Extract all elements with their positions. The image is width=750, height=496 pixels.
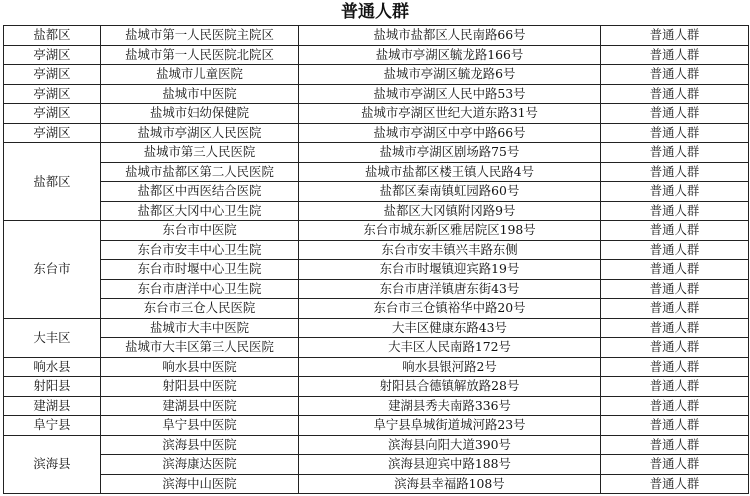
address-cell: 东台市安丰镇兴丰路东侧: [299, 240, 601, 260]
table-row: [4, 240, 749, 260]
address-cell: 建湖县秀夫南路336号: [299, 396, 601, 416]
group-cell: 普通人群: [601, 182, 749, 202]
group-cell: 普通人群: [601, 162, 749, 182]
hospital-cell: 盐城市盐都区第二人民医院: [101, 162, 299, 182]
district-cell: 响水县: [4, 357, 101, 377]
address-cell: 东台市三仓镇裕华中路20号: [299, 299, 601, 319]
hospital-cell: 滨海县中医院: [101, 435, 299, 455]
address-cell: 盐都区秦南镇虹园路60号: [299, 182, 601, 202]
address-cell: 滨海县幸福路108号: [299, 474, 601, 494]
page-title: 普通人群: [341, 2, 409, 22]
table-row: [4, 260, 749, 280]
group-cell: 普通人群: [601, 377, 749, 397]
table-row: [4, 65, 749, 85]
district-cell: 射阳县: [4, 377, 101, 397]
table-row: [4, 396, 749, 416]
group-cell: 普通人群: [601, 65, 749, 85]
address-cell: 盐都区大冈镇附冈路9号: [299, 201, 601, 221]
group-cell: 普通人群: [601, 416, 749, 436]
district-cell: 亭湖区: [4, 84, 101, 104]
table-body: [4, 26, 749, 494]
district-cell: 盐都区: [4, 143, 101, 221]
group-cell: 普通人群: [601, 45, 749, 65]
address-cell: 盐城市亭湖区世纪大道东路31号: [299, 104, 601, 124]
group-cell: 普通人群: [601, 26, 749, 46]
address-cell: 射阳县合德镇解放路28号: [299, 377, 601, 397]
hospital-cell: 盐城市中医院: [101, 84, 299, 104]
group-cell: 普通人群: [601, 396, 749, 416]
district-cell: 大丰区: [4, 318, 101, 357]
hospital-cell: 东台市三仓人民医院: [101, 299, 299, 319]
district-cell: 亭湖区: [4, 123, 101, 143]
hospital-cell: 盐城市第三人民医院: [101, 143, 299, 163]
table-row: [4, 357, 749, 377]
district-cell: 滨海县: [4, 435, 101, 494]
hospital-cell: 东台市唐洋中心卫生院: [101, 279, 299, 299]
group-cell: 普通人群: [601, 474, 749, 494]
hospital-table: [3, 25, 749, 494]
group-cell: 普通人群: [601, 279, 749, 299]
group-cell: 普通人群: [601, 104, 749, 124]
table-row: [4, 104, 749, 124]
hospital-cell: 盐都区中西医结合医院: [101, 182, 299, 202]
address-cell: 响水县银河路2号: [299, 357, 601, 377]
table-row: [4, 201, 749, 221]
address-cell: 滨海县向阳大道390号: [299, 435, 601, 455]
group-cell: 普通人群: [601, 299, 749, 319]
group-cell: 普通人群: [601, 240, 749, 260]
group-cell: 普通人群: [601, 123, 749, 143]
table-row: [4, 162, 749, 182]
table-row: [4, 26, 749, 46]
table-row: [4, 84, 749, 104]
table-row: [4, 45, 749, 65]
group-cell: 普通人群: [601, 260, 749, 280]
table-row: [4, 143, 749, 163]
table-row: [4, 338, 749, 358]
hospital-cell: 盐城市第一人民医院北院区: [101, 45, 299, 65]
district-cell: 亭湖区: [4, 104, 101, 124]
hospital-cell: 滨海中山医院: [101, 474, 299, 494]
district-cell: 建湖县: [4, 396, 101, 416]
hospital-cell: 东台市安丰中心卫生院: [101, 240, 299, 260]
hospital-cell: 盐城市妇幼保健院: [101, 104, 299, 124]
hospital-cell: 响水县中医院: [101, 357, 299, 377]
address-cell: 东台市唐洋镇唐东街43号: [299, 279, 601, 299]
address-cell: 阜宁县阜城街道城河路23号: [299, 416, 601, 436]
table-row: [4, 221, 749, 241]
table-row: [4, 318, 749, 338]
table-row: [4, 455, 749, 475]
table-row: [4, 299, 749, 319]
hospital-cell: 盐城市儿童医院: [101, 65, 299, 85]
address-cell: 盐城市亭湖区中亭中路66号: [299, 123, 601, 143]
group-cell: 普通人群: [601, 221, 749, 241]
address-cell: 大丰区人民南路172号: [299, 338, 601, 358]
hospital-cell: 滨海康达医院: [101, 455, 299, 475]
hospital-cell: 盐城市第一人民医院主院区: [101, 26, 299, 46]
address-cell: 盐城市亭湖区毓龙路6号: [299, 65, 601, 85]
group-cell: 普通人群: [601, 357, 749, 377]
table-row: [4, 474, 749, 494]
address-cell: 盐城市亭湖区毓龙路166号: [299, 45, 601, 65]
table-row: [4, 182, 749, 202]
table-row: [4, 123, 749, 143]
table-row: [4, 416, 749, 436]
address-cell: 大丰区健康东路43号: [299, 318, 601, 338]
hospital-cell: 盐城市大丰中医院: [101, 318, 299, 338]
group-cell: 普通人群: [601, 455, 749, 475]
hospital-cell: 东台市时堰中心卫生院: [101, 260, 299, 280]
table-row: [4, 377, 749, 397]
address-cell: 滨海县迎宾中路188号: [299, 455, 601, 475]
group-cell: 普通人群: [601, 84, 749, 104]
district-cell: 东台市: [4, 221, 101, 319]
address-cell: 盐城市亭湖区人民中路53号: [299, 84, 601, 104]
district-cell: 亭湖区: [4, 45, 101, 65]
group-cell: 普通人群: [601, 435, 749, 455]
district-cell: 阜宁县: [4, 416, 101, 436]
group-cell: 普通人群: [601, 338, 749, 358]
hospital-cell: 阜宁县中医院: [101, 416, 299, 436]
address-cell: 东台市城东新区雅居院区198号: [299, 221, 601, 241]
hospital-cell: 盐城市大丰区第三人民医院: [101, 338, 299, 358]
hospital-cell: 盐城市亭湖区人民医院: [101, 123, 299, 143]
table-row: [4, 279, 749, 299]
address-cell: 盐城市盐都区楼王镇人民路4号: [299, 162, 601, 182]
group-cell: 普通人群: [601, 201, 749, 221]
hospital-cell: 射阳县中医院: [101, 377, 299, 397]
hospital-cell: 东台市中医院: [101, 221, 299, 241]
district-cell: 亭湖区: [4, 65, 101, 85]
hospital-cell: 盐都区大冈中心卫生院: [101, 201, 299, 221]
group-cell: 普通人群: [601, 318, 749, 338]
district-cell: 盐都区: [4, 26, 101, 46]
address-cell: 东台市时堰镇迎宾路19号: [299, 260, 601, 280]
hospital-cell: 建湖县中医院: [101, 396, 299, 416]
table-row: [4, 435, 749, 455]
address-cell: 盐城市盐都区人民南路66号: [299, 26, 601, 46]
address-cell: 盐城市亭湖区剧场路75号: [299, 143, 601, 163]
group-cell: 普通人群: [601, 143, 749, 163]
